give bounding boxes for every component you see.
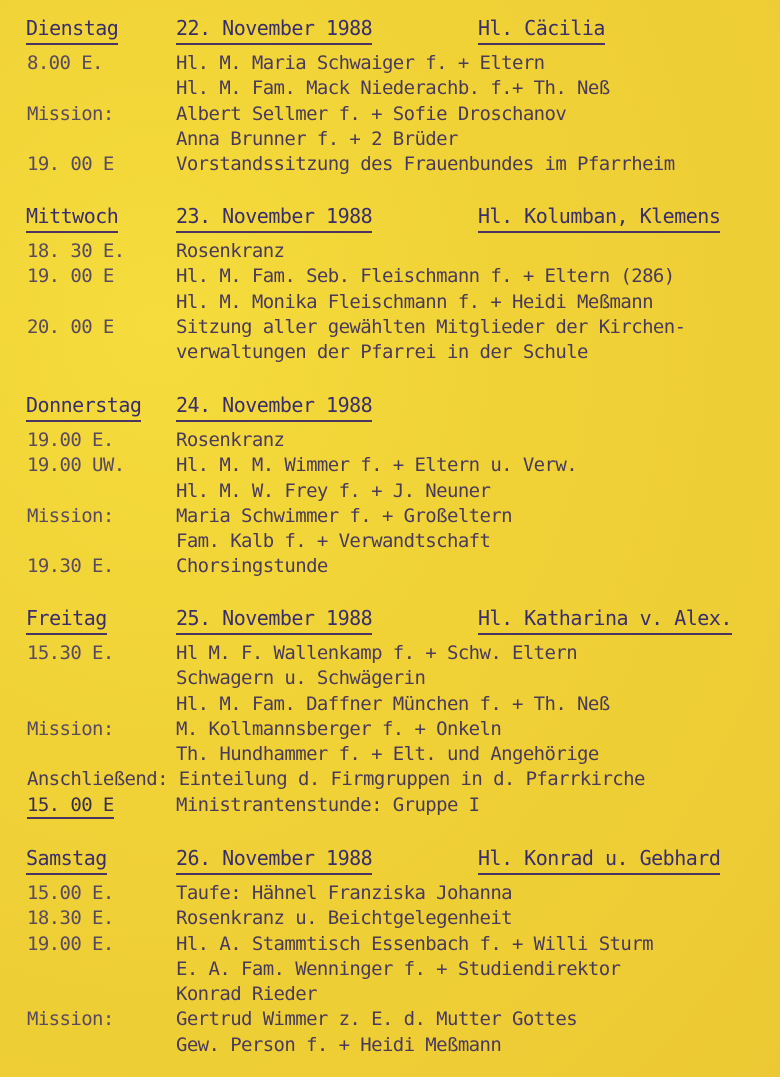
day-header <box>0 10 780 44</box>
weekday-heading: Donnerstag <box>26 393 141 422</box>
time-label: 19. 00 E <box>27 265 114 288</box>
time-label: Mission: <box>27 504 114 527</box>
time-label: 19.00 UW. <box>27 454 125 477</box>
schedule-row <box>0 794 780 819</box>
entry-text: Hl. M. W. Frey f. + J. Neuner <box>176 479 491 502</box>
time-label: 20. 00 E <box>27 315 114 338</box>
schedule-row <box>0 454 780 479</box>
time-label: Mission: <box>27 102 114 125</box>
weekday-heading: Samstag <box>26 846 107 875</box>
saint-heading: Hl. Katharina v. Alex. <box>478 606 732 635</box>
time-label-underlined: 15. 00 E <box>27 794 114 819</box>
schedule-row <box>0 907 780 932</box>
entry-text: Rosenkranz u. Beichtgelegenheit <box>176 907 513 930</box>
schedule-row <box>0 667 780 692</box>
day-section-dienstag <box>0 10 780 178</box>
saint-heading: Hl. Cäcilia <box>478 16 605 45</box>
entry-text: Konrad Rieder <box>176 983 317 1006</box>
schedule-row <box>0 505 780 530</box>
schedule-row <box>0 265 780 290</box>
schedule-row <box>0 1008 780 1033</box>
time-label: Mission: <box>27 1008 114 1031</box>
date-heading: 22. November 1988 <box>176 16 372 45</box>
entry-text: Schwagern u. Schwägerin <box>176 667 426 690</box>
entry-text-full: Anschließend: Einteilung d. Firmgruppen in d. Pfarrkirche <box>27 768 645 791</box>
schedule-row <box>0 429 780 454</box>
date-heading: 24. November 1988 <box>176 393 372 422</box>
schedule-row <box>0 52 780 77</box>
entry-text: Albert Sellmer f. + Sofie Droschanov <box>176 102 567 125</box>
schedule-row <box>0 153 780 178</box>
time-label: 15.00 E. <box>27 882 114 904</box>
day-section-donnerstag <box>0 387 780 581</box>
saint-heading: Hl. Konrad u. Gebhard <box>478 846 720 875</box>
day-section-mittwoch <box>0 198 780 366</box>
day-header <box>0 387 780 421</box>
time-label: 19.30 E. <box>27 555 114 578</box>
entry-text: verwaltungen der Pfarrei in der Schule <box>176 341 588 364</box>
time-label: 19.00 E. <box>27 932 114 955</box>
entry-text: Chorsingstunde <box>176 555 328 578</box>
schedule-row <box>0 77 780 102</box>
date-heading: 23. November 1988 <box>176 204 372 233</box>
entry-text: Hl. M. Fam. Mack Niederachb. f.+ Th. Neß <box>176 77 610 100</box>
date-heading: 26. November 1988 <box>176 846 372 875</box>
entry-text: Taufe: Hähnel Franziska Johanna <box>176 882 513 904</box>
entry-text: Rosenkranz <box>176 240 285 262</box>
schedule-row <box>0 341 780 366</box>
schedule-row <box>0 882 780 907</box>
day-header <box>0 840 780 874</box>
time-label: Mission: <box>27 717 114 740</box>
entry-text: E. A. Fam. Wenninger f. + Studiendirektor <box>176 957 621 980</box>
entry-text: Hl M. F. Wallenkamp f. + Schw. Eltern <box>176 642 578 664</box>
day-section-freitag <box>0 600 780 819</box>
schedule-row <box>0 1034 780 1059</box>
entry-text: Th. Hundhammer f. + Elt. und Angehörige <box>176 743 599 766</box>
weekday-heading: Freitag <box>26 606 107 635</box>
schedule-row <box>0 316 780 341</box>
schedule-row <box>0 103 780 128</box>
time-label: 15.30 E. <box>27 642 114 664</box>
schedule-row <box>0 958 780 983</box>
entry-text: Hl. M. Maria Schwaiger f. + Eltern <box>176 52 545 74</box>
schedule-row <box>0 693 780 718</box>
time-label: 18.30 E. <box>27 907 114 930</box>
entry-text: Hl. M. Monika Fleischmann f. + Heidi Meßmann <box>176 290 653 313</box>
schedule-row <box>0 240 780 265</box>
schedule-row <box>0 480 780 505</box>
schedule-row <box>0 983 780 1008</box>
entry-text: Maria Schwimmer f. + Großeltern <box>176 504 513 527</box>
schedule-row <box>0 933 780 958</box>
schedule-row <box>0 718 780 743</box>
entry-text: Fam. Kalb f. + Verwandtschaft <box>176 530 491 553</box>
date-heading: 25. November 1988 <box>176 606 372 635</box>
schedule-row <box>0 642 780 667</box>
day-section-samstag <box>0 840 780 1059</box>
saint-heading: Hl. Kolumban, Klemens <box>478 204 720 233</box>
entry-text: Hl. M. Fam. Seb. Fleischmann f. + Eltern (286) <box>176 265 675 288</box>
entry-text: Hl. M. Fam. Daffner München f. + Th. Neß <box>176 692 610 715</box>
weekday-heading: Mittwoch <box>26 204 118 233</box>
entry-text: Vorstandssitzung des Frauenbundes im Pfarrheim <box>176 153 675 176</box>
entry-text: Ministrantenstunde: Gruppe I <box>176 793 480 816</box>
schedule-row <box>0 743 780 768</box>
schedule-row <box>0 530 780 555</box>
schedule-row <box>0 555 780 580</box>
entry-text: Sitzung aller gewählten Mitglieder der Kirchen- <box>176 315 686 338</box>
entry-text: M. Kollmannsberger f. + Onkeln <box>176 717 502 740</box>
day-header <box>0 600 780 634</box>
schedule-row-full <box>0 768 780 793</box>
schedule-row <box>0 128 780 153</box>
time-label: 18. 30 E. <box>27 240 125 262</box>
entry-text: Hl. M. M. Wimmer f. + Eltern u. Verw. <box>176 454 578 477</box>
entry-text: Gertrud Wimmer z. E. d. Mutter Gottes <box>176 1008 578 1031</box>
entry-text: Rosenkranz <box>176 429 285 451</box>
weekday-heading: Dienstag <box>26 16 118 45</box>
day-header <box>0 198 780 232</box>
time-label: 19.00 E. <box>27 429 114 451</box>
entry-text: Anna Brunner f. + 2 Brüder <box>176 127 458 150</box>
time-label: 19. 00 E <box>27 153 114 176</box>
entry-text: Gew. Person f. + Heidi Meßmann <box>176 1033 502 1056</box>
entry-text: Hl. A. Stammtisch Essenbach f. + Willi Sturm <box>176 932 653 955</box>
schedule-row <box>0 291 780 316</box>
time-label: 8.00 E. <box>27 52 103 74</box>
